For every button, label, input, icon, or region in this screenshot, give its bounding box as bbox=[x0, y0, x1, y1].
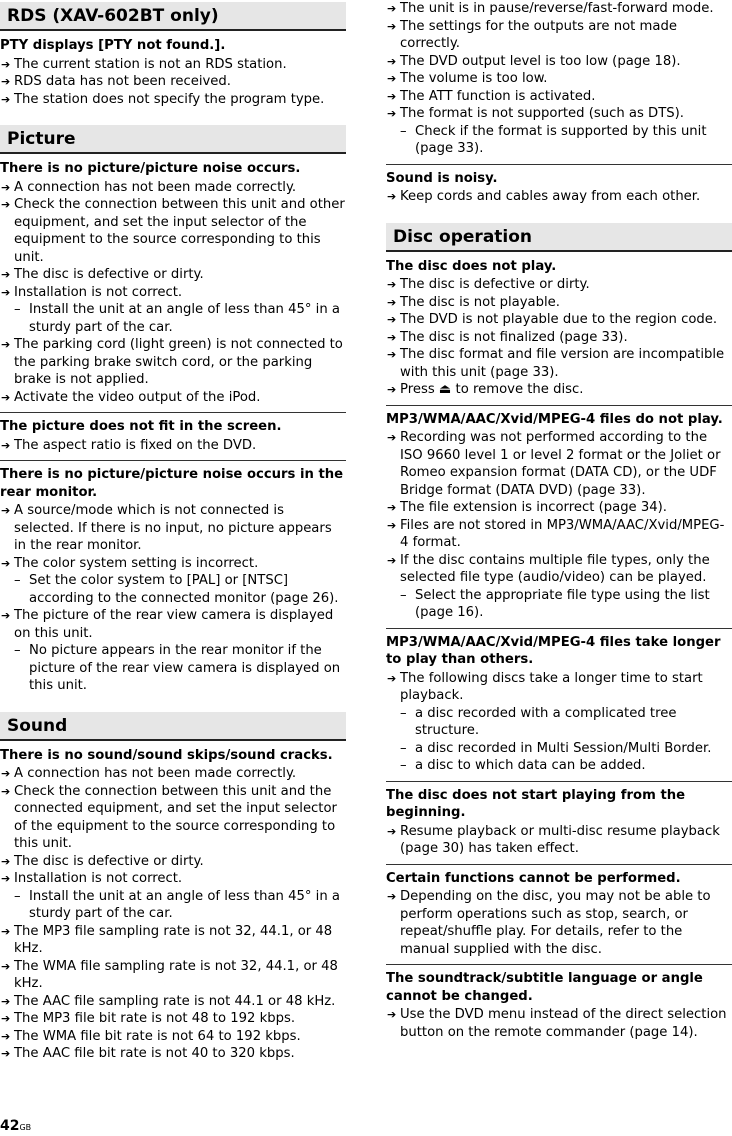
list-item: ➔ The aspect ratio is fixed on the DVD. bbox=[1, 437, 257, 453]
block-heading: There is no sound/sound skips/sound cracks. bbox=[0, 747, 333, 763]
disc-block-3 bbox=[386, 628, 732, 775]
list-item: ➔ The file extension is incorrect (page 34). bbox=[387, 500, 667, 515]
block-heading: MP3/WMA/AAC/Xvid/MPEG-4 files do not play. bbox=[386, 411, 723, 427]
block-heading: The disc does not start playing from the beginning. bbox=[386, 787, 686, 820]
list-item: ➔ Keep cords and cables away from each other. bbox=[387, 189, 701, 204]
rds-block bbox=[0, 37, 346, 108]
arrow-icon: ➔ bbox=[1, 438, 11, 452]
arrow-icon: ➔ bbox=[387, 671, 397, 685]
list-item: ➔ The current station is not an RDS station. bbox=[1, 56, 287, 72]
page-number: 42GB bbox=[0, 1118, 32, 1134]
list-item: ➔ Installation is not correct. bbox=[1, 284, 183, 300]
list-item: ➔ If the disc contains multiple file types, only the selected file type (audio/video) can be played. bbox=[387, 552, 710, 585]
left-column bbox=[0, 0, 346, 1063]
list-item: ➔ A connection has not been made correctly. bbox=[1, 766, 297, 781]
block-heading: The soundtrack/subtitle language or angle cannot be changed. bbox=[386, 971, 703, 1004]
list-item: ➔ The disc is defective or dirty. bbox=[387, 277, 590, 292]
arrow-icon: ➔ bbox=[1, 57, 11, 71]
block-heading: There is no picture/picture noise occurs in the rear monitor. bbox=[0, 467, 344, 500]
sub-item: – No picture appears in the rear monitor if the picture of the rear view camera is displayed on this unit. bbox=[14, 643, 341, 693]
section-header-picture: Picture bbox=[0, 125, 346, 154]
list-item: ➔ Check the connection between this unit and the connected equipment, and set the input selector of the equipment to the source corresponding to this unit. bbox=[1, 783, 337, 851]
arrow-icon: ➔ bbox=[1, 767, 11, 780]
list-item: ➔ The DVD is not playable due to the region code. bbox=[387, 312, 718, 327]
list-item: ➔ Recording was not performed according to the ISO 9660 level 1 or level 2 format or the Joliet or Romeo expansion format (DATA CD), or the UDF Bridge format (DATA DVD) (page 33). bbox=[387, 430, 721, 498]
list-item: ➔ Use the DVD menu instead of the direct selection button on the remote commander (page 14). bbox=[387, 1007, 727, 1040]
arrow-icon: ➔ bbox=[1, 924, 11, 938]
arrow-icon: ➔ bbox=[387, 2, 397, 15]
section-header-rds: RDS (XAV-602BT only) bbox=[0, 2, 346, 31]
block-heading: The disc does not play. bbox=[386, 258, 557, 274]
picture-block-2 bbox=[0, 412, 346, 454]
block-heading: MP3/WMA/AAC/Xvid/MPEG-4 files take longer to play than others. bbox=[386, 634, 721, 667]
sub-item: – a disc recorded in Multi Session/Multi Border. bbox=[400, 740, 712, 756]
sound-continued-block bbox=[386, 0, 732, 158]
arrow-icon: ➔ bbox=[1, 556, 11, 570]
list-item: ➔ The settings for the outputs are not made correctly. bbox=[387, 18, 677, 51]
list-item: ➔ Installation is not correct. bbox=[1, 871, 183, 886]
arrow-icon: ➔ bbox=[387, 518, 397, 532]
arrow-icon: ➔ bbox=[387, 1008, 397, 1021]
list-item: ➔ The picture of the rear view camera is displayed on this unit. bbox=[1, 608, 334, 641]
list-item: ➔ The WMA file sampling rate is not 32, 44.1, or 48 kHz. bbox=[1, 958, 338, 991]
block-heading: The picture does not fit in the screen. bbox=[0, 419, 282, 434]
arrow-icon: ➔ bbox=[1, 268, 11, 281]
list-item: ➔ The color system setting is incorrect. bbox=[1, 555, 259, 571]
sound-block bbox=[0, 747, 346, 1063]
arrow-icon: ➔ bbox=[1, 784, 11, 798]
sub-item: – Set the color system to [PAL] or [NTSC] according to the connected monitor (page 26). bbox=[14, 573, 339, 606]
right-column bbox=[386, 0, 732, 1041]
arrow-icon: ➔ bbox=[1, 285, 11, 299]
arrow-icon: ➔ bbox=[1, 854, 11, 868]
sub-item: – Install the unit at an angle of less than 45° in a sturdy part of the car. bbox=[14, 888, 340, 921]
arrow-icon: ➔ bbox=[387, 824, 397, 838]
list-item: ➔ The MP3 file bit rate is not 48 to 192 kbps. bbox=[1, 1011, 296, 1026]
disc-block-6 bbox=[386, 964, 732, 1041]
sub-item: – Install the unit at an angle of less than 45° in a sturdy part of the car. bbox=[14, 302, 340, 335]
list-item: ➔ The disc is defective or dirty. bbox=[1, 267, 204, 282]
list-item: ➔ The ATT function is activated. bbox=[387, 88, 596, 104]
arrow-icon: ➔ bbox=[387, 72, 397, 85]
block-heading: Certain functions cannot be performed. bbox=[386, 870, 681, 886]
list-item: ➔ The MP3 file sampling rate is not 32, 44.1, or 48 kHz. bbox=[1, 923, 333, 956]
arrow-icon: ➔ bbox=[1, 609, 11, 622]
sub-item: – Check if the format is supported by this unit (page 33). bbox=[400, 123, 707, 156]
disc-block-4 bbox=[386, 781, 732, 858]
disc-block-5 bbox=[386, 864, 732, 959]
block-heading: PTY displays [PTY not found.]. bbox=[0, 38, 226, 53]
list-item: ➔ The AAC file sampling rate is not 44.1 or 48 kHz. bbox=[1, 993, 336, 1009]
list-item: ➔ Check the connection between this unit and other equipment, and set the input selector of the equipment to the source corresponding to this unit. bbox=[1, 197, 345, 265]
list-item: ➔ The following discs take a longer time to start playback. bbox=[387, 670, 703, 703]
list-item: ➔ The disc is not finalized (page 33). bbox=[387, 329, 628, 345]
arrow-icon: ➔ bbox=[1, 338, 11, 351]
arrow-icon: ➔ bbox=[387, 89, 397, 103]
arrow-icon: ➔ bbox=[387, 190, 397, 203]
list-item: ➔ The WMA file bit rate is not 64 to 192 kbps. bbox=[1, 1028, 301, 1044]
arrow-icon: ➔ bbox=[387, 890, 397, 903]
arrow-icon: ➔ bbox=[387, 348, 397, 361]
sub-item: – a disc to which data can be added. bbox=[400, 758, 646, 773]
list-item: ➔ The unit is in pause/reverse/fast-forward mode. bbox=[387, 1, 714, 16]
arrow-icon: ➔ bbox=[1, 198, 11, 211]
list-item: ➔ Press ⏏ to remove the disc. bbox=[387, 382, 584, 397]
arrow-icon: ➔ bbox=[1, 180, 11, 194]
list-item: ➔ A connection has not been made correctly. bbox=[1, 179, 297, 195]
arrow-icon: ➔ bbox=[1, 92, 11, 106]
arrow-icon: ➔ bbox=[387, 107, 397, 120]
arrow-icon: ➔ bbox=[1, 959, 11, 973]
list-item: ➔ The format is not supported (such as DTS). bbox=[387, 106, 684, 121]
list-item: ➔ The disc format and file version are incompatible with this unit (page 33). bbox=[387, 347, 725, 380]
list-item: ➔ The AAC file bit rate is not 40 to 320 kbps. bbox=[1, 1046, 295, 1061]
list-item: ➔ A source/mode which is not connected is selected. If there is no input, no picture appears in the rear monitor. bbox=[1, 503, 332, 553]
list-item: ➔ Activate the video output of the iPod. bbox=[1, 389, 261, 405]
arrow-icon: ➔ bbox=[387, 295, 397, 309]
block-heading: There is no picture/picture noise occurs. bbox=[0, 161, 301, 176]
sub-item: – Select the appropriate file type using the list (page 16). bbox=[400, 587, 710, 620]
arrow-icon: ➔ bbox=[387, 330, 397, 344]
list-item: ➔ The disc is defective or dirty. bbox=[1, 853, 204, 869]
list-item: ➔ The parking cord (light green) is not connected to the parking brake switch cord, or the parking brake is not applied. bbox=[1, 337, 343, 387]
arrow-icon: ➔ bbox=[1, 1012, 11, 1025]
section-header-disc-operation: Disc operation bbox=[386, 223, 732, 252]
arrow-icon: ➔ bbox=[1, 75, 11, 88]
arrow-icon: ➔ bbox=[387, 553, 397, 567]
arrow-icon: ➔ bbox=[1, 994, 11, 1008]
list-item: ➔ Depending on the disc, you may not be able to perform operations such as stop, search, or repeat/shuffle play. For details, refer to the manual supplied with the disc. bbox=[387, 889, 711, 957]
arrow-icon: ➔ bbox=[1, 1029, 11, 1043]
disc-block-2 bbox=[386, 405, 732, 622]
arrow-icon: ➔ bbox=[1, 390, 11, 404]
disc-block-1 bbox=[386, 258, 732, 399]
sound-noisy-block bbox=[386, 164, 732, 206]
list-item: ➔ The DVD output level is too low (page 18). bbox=[387, 53, 681, 69]
arrow-icon: ➔ bbox=[387, 54, 397, 68]
arrow-icon: ➔ bbox=[1, 872, 11, 885]
arrow-icon: ➔ bbox=[387, 501, 397, 514]
arrow-icon: ➔ bbox=[1, 504, 11, 517]
arrow-icon: ➔ bbox=[387, 313, 397, 326]
arrow-icon: ➔ bbox=[387, 19, 397, 33]
block-heading: Sound is noisy. bbox=[386, 170, 498, 186]
sub-item: – a disc recorded with a complicated tree structure. bbox=[400, 705, 677, 738]
arrow-icon: ➔ bbox=[387, 278, 397, 291]
arrow-icon: ➔ bbox=[387, 383, 397, 396]
picture-block-1 bbox=[0, 160, 346, 406]
list-item: ➔ Files are not stored in MP3/WMA/AAC/Xvid/MPEG-4 format. bbox=[387, 517, 725, 550]
arrow-icon: ➔ bbox=[1, 1047, 11, 1060]
list-item: ➔ The station does not specify the program type. bbox=[1, 91, 325, 107]
list-item: ➔ Resume playback or multi-disc resume playback (page 30) has taken effect. bbox=[387, 823, 720, 856]
list-item: ➔ The disc is not playable. bbox=[387, 294, 560, 310]
list-item: ➔ RDS data has not been received. bbox=[1, 74, 231, 89]
arrow-icon: ➔ bbox=[387, 431, 397, 444]
picture-block-3 bbox=[0, 460, 346, 695]
list-item: ➔ The volume is too low. bbox=[387, 71, 548, 86]
section-header-sound: Sound bbox=[0, 712, 346, 741]
